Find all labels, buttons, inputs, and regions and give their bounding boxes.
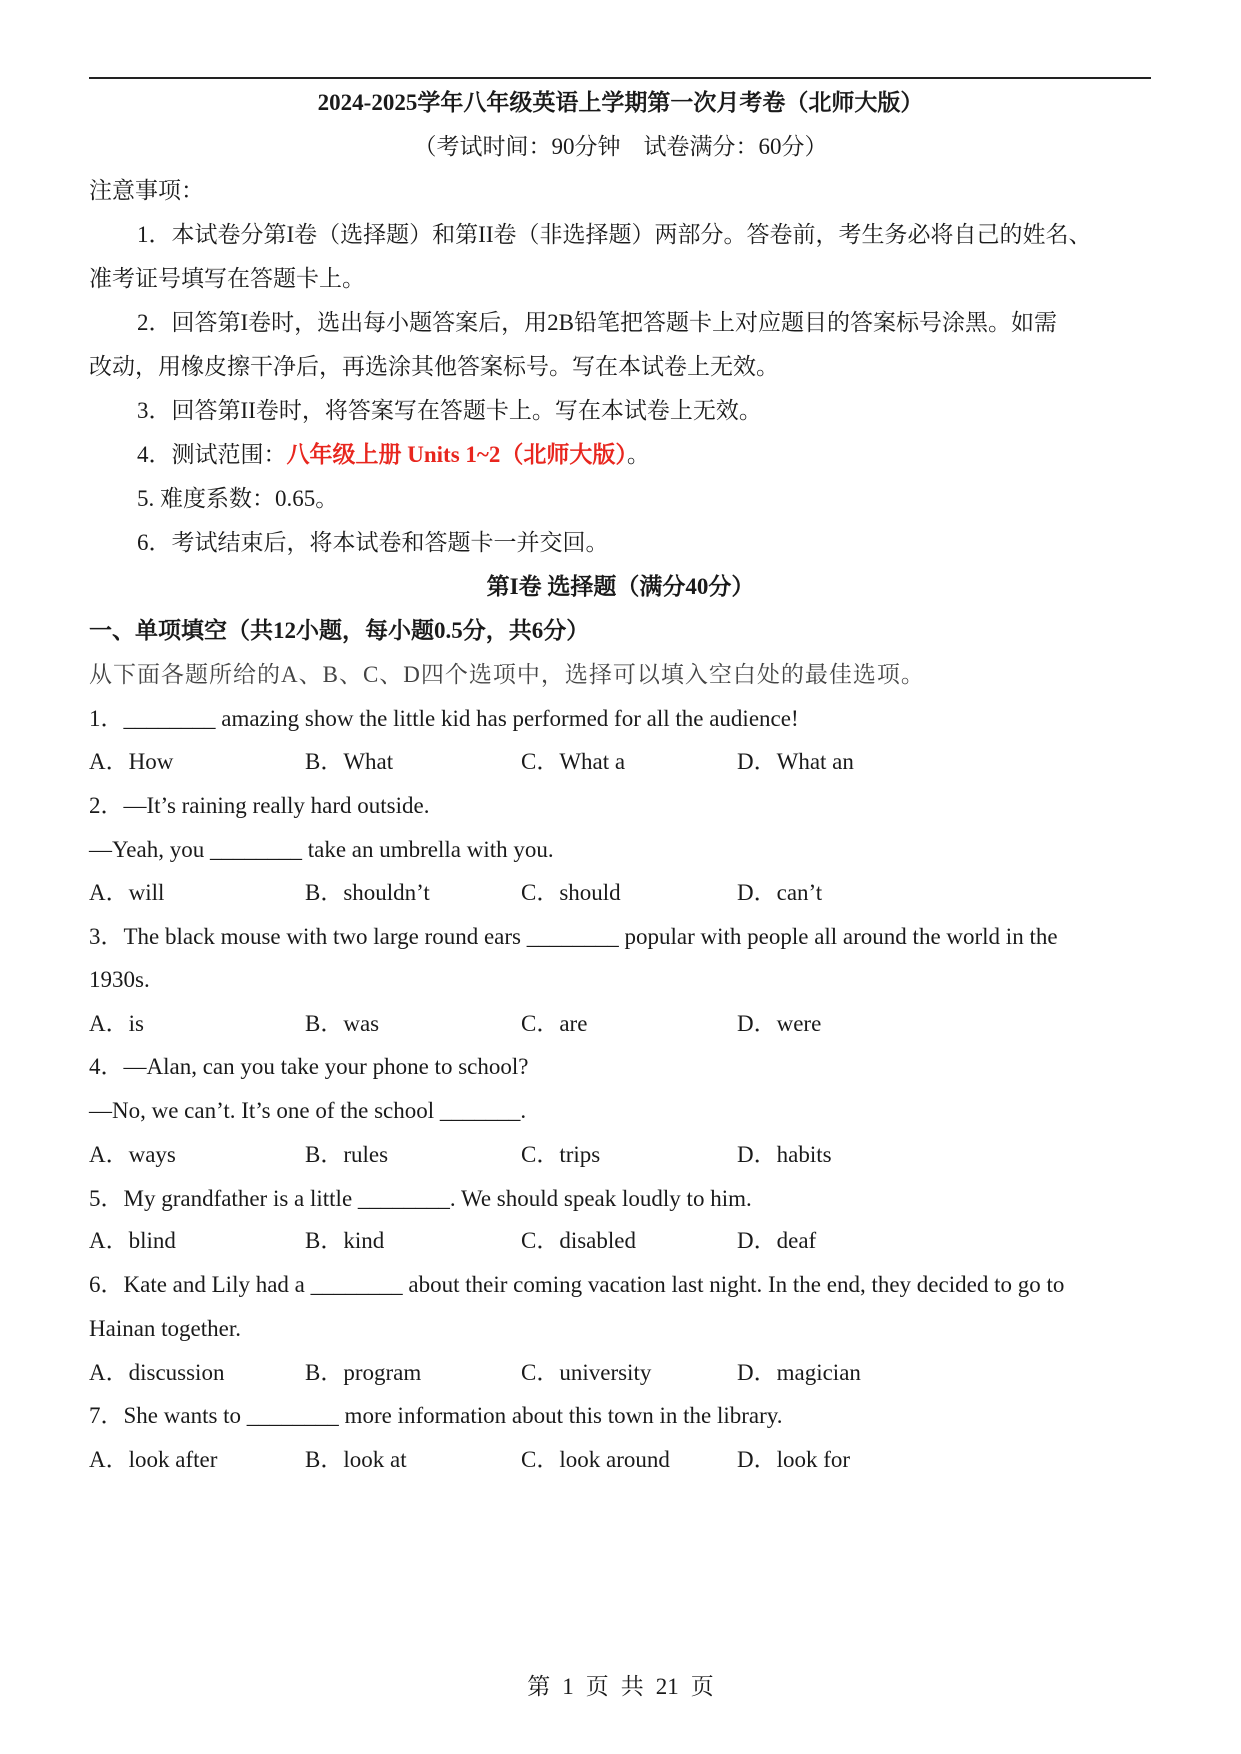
section-1-instruction: 从下面各题所给的A、B、C、D四个选项中，选择可以填入空白处的最佳选项。 bbox=[89, 662, 925, 687]
option-b: B．program bbox=[305, 1360, 422, 1385]
footer-label: 共 bbox=[620, 1674, 644, 1699]
question-1-options bbox=[89, 747, 989, 777]
footer-label: 页 bbox=[690, 1674, 714, 1699]
note-3: 3．回答第II卷时，将答案写在答题卡上。写在本试卷上无效。 bbox=[137, 398, 762, 423]
question-4-stem-line-2: —No, we can’t. It’s one of the school _______. bbox=[89, 1098, 527, 1123]
option-a: A．ways bbox=[89, 1142, 176, 1167]
page-number: 1 bbox=[562, 1674, 574, 1699]
option-d: D．magician bbox=[737, 1360, 861, 1385]
note-1-line-1: 1．本试卷分第I卷（选择题）和第II卷（非选择题）两部分。答卷前，考生务必将自己的姓名、 bbox=[137, 222, 1092, 247]
option-a: A．blind bbox=[89, 1228, 176, 1253]
option-a: A．How bbox=[89, 749, 174, 774]
option-c: C．disabled bbox=[521, 1228, 636, 1253]
question-3-stem: 3．The black mouse with two large round ears ________ popular with people all around the world in the bbox=[89, 924, 1058, 949]
question-4-stem: 4．—Alan, can you take your phone to school? bbox=[89, 1054, 529, 1079]
question-3-stem-line-2: 1930s. bbox=[89, 967, 150, 992]
option-d: D．deaf bbox=[737, 1228, 817, 1253]
option-c: C．What a bbox=[521, 749, 626, 774]
option-b: B．rules bbox=[305, 1142, 389, 1167]
option-b: B．What bbox=[305, 749, 394, 774]
option-c: C．university bbox=[521, 1360, 652, 1385]
section-1-heading: 一、单项填空（共12小题，每小题0.5分，共6分） bbox=[89, 618, 590, 643]
option-b: B．kind bbox=[305, 1228, 385, 1253]
question-7-stem: 7．She wants to ________ more information about this town in the library. bbox=[89, 1403, 783, 1428]
total-pages: 21 bbox=[655, 1674, 679, 1699]
question-5-stem: 5．My grandfather is a little ________. We should speak loudly to him. bbox=[89, 1186, 752, 1211]
option-c: C．trips bbox=[521, 1142, 601, 1167]
question-3-options bbox=[89, 1009, 989, 1039]
exam-time-info: （考试时间：90分钟 试卷满分：60分） bbox=[413, 134, 828, 159]
test-range: 八年级上册 Units 1~2（北师大版） bbox=[286, 442, 627, 467]
top-rule bbox=[89, 77, 1151, 79]
question-2-options bbox=[89, 878, 989, 908]
note-4-prefix: 4．测试范围： bbox=[137, 442, 287, 467]
question-5-options bbox=[89, 1226, 989, 1256]
option-d: D．look for bbox=[737, 1447, 851, 1472]
note-6: 6．考试结束后，将本试卷和答题卡一并交回。 bbox=[137, 530, 609, 555]
option-d: D．What an bbox=[737, 749, 854, 774]
footer-label: 页 bbox=[585, 1674, 609, 1699]
page-footer bbox=[0, 1672, 1241, 1702]
option-b: B．look at bbox=[305, 1447, 407, 1472]
option-b: B．shouldn’t bbox=[305, 880, 430, 905]
option-a: A．look after bbox=[89, 1447, 218, 1472]
question-6-stem-line-2: Hainan together. bbox=[89, 1316, 242, 1341]
option-d: D．can’t bbox=[737, 880, 823, 905]
note-2-line-2: 改动，用橡皮擦干净后，再选涂其他答案标号。写在本试卷上无效。 bbox=[89, 354, 779, 379]
note-4-suffix: 。 bbox=[626, 442, 650, 467]
option-a: A．is bbox=[89, 1011, 144, 1036]
note-5: 5. 难度系数：0.65。 bbox=[137, 486, 339, 511]
option-d: D．were bbox=[737, 1011, 822, 1036]
part-1-title: 第I卷 选择题（满分40分） bbox=[486, 574, 755, 599]
note-1-line-2: 准考证号填写在答题卡上。 bbox=[89, 266, 365, 291]
question-4-options bbox=[89, 1140, 989, 1170]
question-7-options bbox=[89, 1445, 989, 1475]
question-6-options bbox=[89, 1358, 989, 1388]
question-6-stem: 6．Kate and Lily had a ________ about their coming vacation last night. In the end, they decided to go to bbox=[89, 1272, 1065, 1297]
question-2-stem-line-2: —Yeah, you ________ take an umbrella with you. bbox=[89, 837, 554, 862]
note-2-line-1: 2．回答第I卷时，选出每小题答案后，用2B铅笔把答题卡上对应题目的答案标号涂黑。如需 bbox=[137, 310, 1057, 335]
option-c: C．should bbox=[521, 880, 621, 905]
note-4 bbox=[137, 440, 650, 470]
option-c: C．are bbox=[521, 1011, 588, 1036]
option-a: A．discussion bbox=[89, 1360, 225, 1385]
notes-heading: 注意事项： bbox=[89, 178, 204, 203]
option-b: B．was bbox=[305, 1011, 380, 1036]
question-2-stem: 2．—It’s raining really hard outside. bbox=[89, 793, 430, 818]
page-title: 2024-2025学年八年级英语上学期第一次月考卷（北师大版） bbox=[317, 90, 924, 115]
option-d: D．habits bbox=[737, 1142, 832, 1167]
footer-label: 第 bbox=[527, 1674, 551, 1699]
option-c: C．look around bbox=[521, 1447, 670, 1472]
option-a: A．will bbox=[89, 880, 165, 905]
question-1-stem: 1．________ amazing show the little kid has performed for all the audience! bbox=[89, 706, 799, 731]
